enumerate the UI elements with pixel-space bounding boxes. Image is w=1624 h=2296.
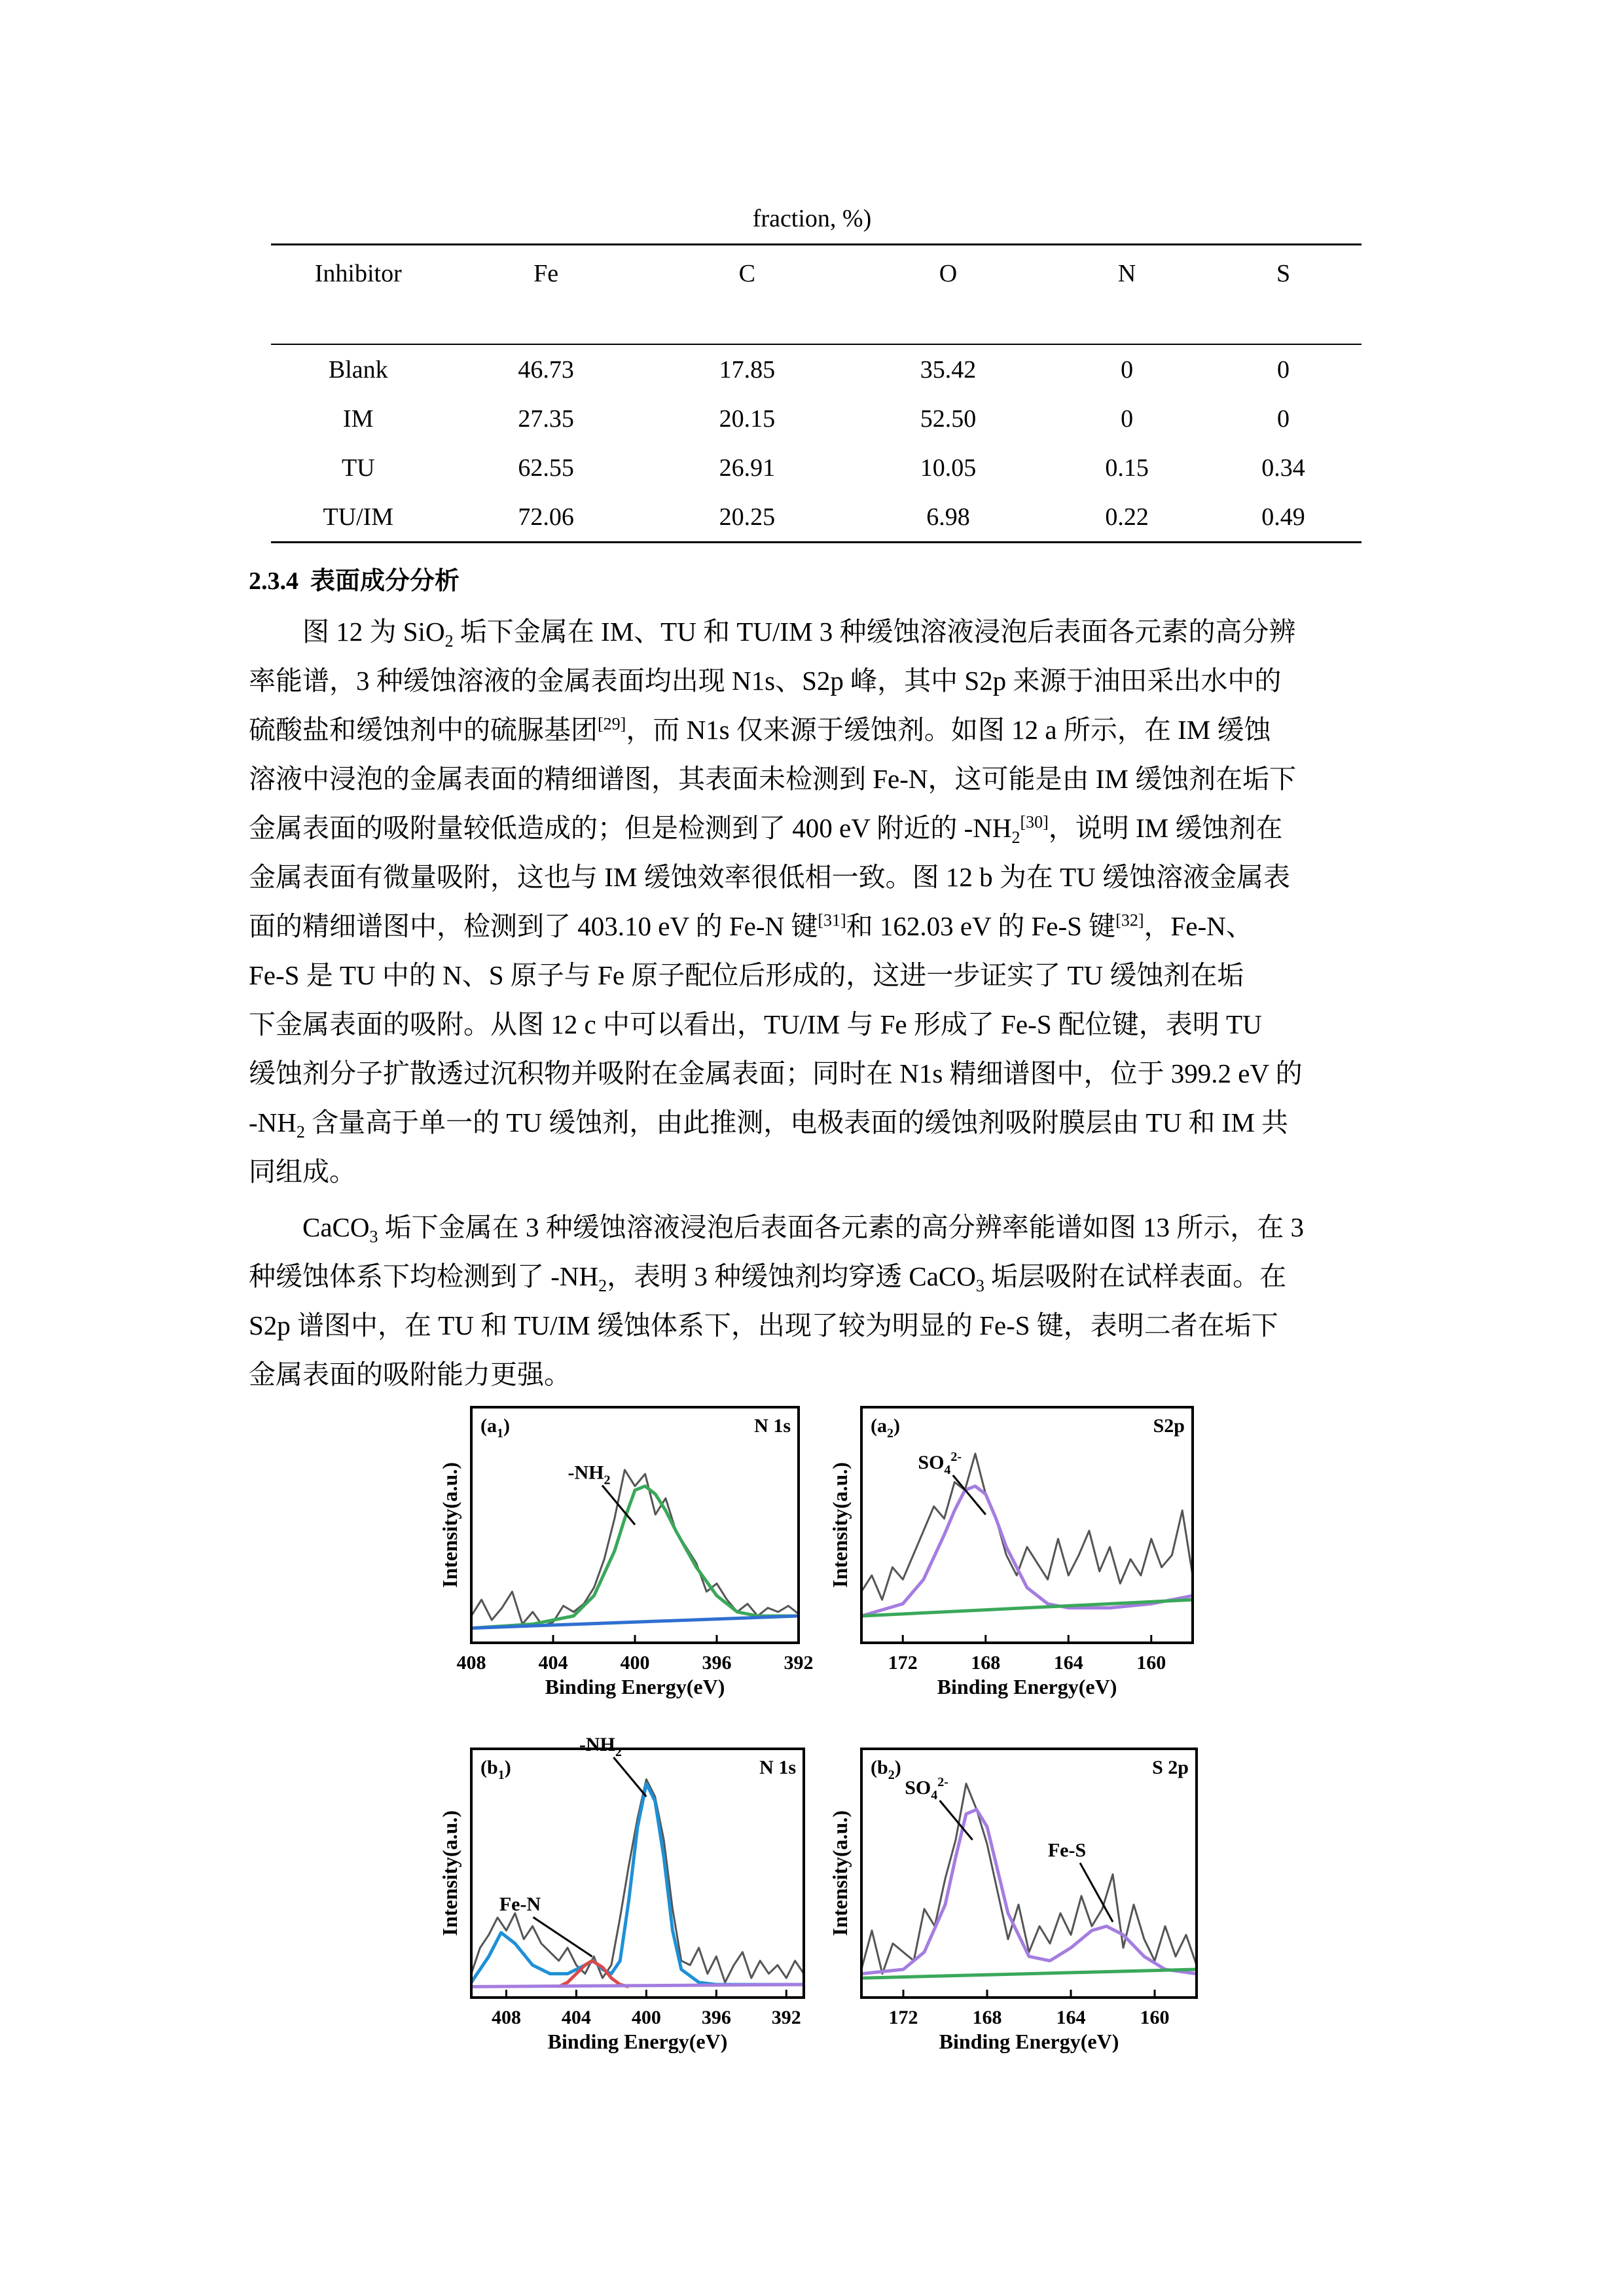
xps-panel-b2 (809, 1736, 1210, 2063)
text-line: 面的精细谱图中，检测到了 403.10 eV 的 Fe-N 键[31]和 162.03 eV 的 Fe-S 键[32]，Fe-N、 (249, 910, 1253, 941)
section-title: 表面成分分析 (310, 566, 460, 595)
text-line: 金属表面的吸附能力更强。 (249, 1359, 571, 1390)
fit-envelope-line (861, 1486, 1193, 1616)
text-line: CaCO$_3$ 垢下金属在 3 种缓蚀溶液浸泡后表面各元素的高分辨率能谱如图 13 所示，在 3 (302, 1212, 1304, 1247)
tick-label: 172 (888, 1652, 918, 1674)
panel-label: $(b_1)$ (480, 1757, 511, 1782)
text-line: 种缓蚀体系下均检测到了 $-NH_2$，表明 3 种缓蚀剂均穿透 CaCO$_3$ 垢层吸附在试样表面。在 (249, 1261, 1287, 1296)
peak-annotation: $SO_4^{2-}$ (918, 1450, 962, 1477)
annotation-arrow (533, 1917, 592, 1956)
cell: IM (343, 404, 374, 433)
peak-annotation: $-NH_2$ (568, 1462, 611, 1488)
text-line: 金属表面的吸附量较低造成的；但是检测到了 400 eV 附近的 $-NH_2[30]$，说明 IM 缓蚀剂在 (249, 812, 1283, 848)
tick-label: 164 (1056, 2007, 1086, 2028)
panel-label: $(a_2)$ (871, 1415, 900, 1441)
cell: 0 (1277, 355, 1290, 384)
cell: TU (341, 454, 375, 482)
peak-annotation: $-NH_2$ (579, 1734, 622, 1759)
cell: 0.15 (1105, 454, 1149, 482)
cell: 46.73 (518, 355, 574, 384)
y-axis-label: Intensity(a.u.) (438, 1810, 461, 1937)
cell: 20.25 (647, 492, 848, 543)
tick-label: 392 (771, 2007, 801, 2028)
section-number: 2.3.4 (249, 567, 298, 595)
y-axis-label: Intensity(a.u.) (828, 1810, 852, 1937)
xps-panel-a1 (419, 1394, 812, 1708)
header-inhibitor: Inhibitor (271, 245, 446, 302)
annotation-arrow (613, 1757, 646, 1797)
peak-annotation: $SO_4^{2-}$ (905, 1775, 948, 1803)
cell: 10.05 (920, 454, 977, 482)
text-line: 下金属表面的吸附。从图 12 c 中可以看出，TU/IM 与 Fe 形成了 Fe-S 配位键，表明 TU (249, 1009, 1262, 1039)
baseline-line (861, 1969, 1197, 1978)
cell: 26.91 (719, 454, 776, 482)
tick-label: 160 (1140, 2007, 1170, 2028)
header-n: N (1049, 245, 1205, 302)
x-axis-label: Binding Energy(eV) (547, 2030, 728, 2053)
cell: Blank (328, 355, 388, 384)
text-line: 硫酸盐和缓蚀剂中的硫脲基团[29]，而 N1s 仅来源于缓蚀剂。如图 12 a 所示，在 IM 缓蚀 (249, 714, 1271, 745)
table-row (271, 492, 1362, 543)
table-row (271, 394, 1362, 443)
text-line: Fe-S 是 TU 中的 N、S 原子与 Fe 原子配位后形成的，这进一步证实了 TU 缓蚀剂在垢 (249, 960, 1244, 990)
tick-label: 160 (1136, 1652, 1166, 1674)
tick-label: 396 (701, 2007, 731, 2028)
text-line: 图 12 为 SiO$_2$ 垢下金属在 IM、TU 和 TU/IM 3 种缓蚀溶液浸泡后表面各元素的高分辨 (302, 617, 1296, 651)
chart-svg (809, 1394, 1206, 1708)
header-o: O (848, 245, 1049, 302)
cell: 72.06 (446, 492, 647, 543)
cell: 20.15 (719, 404, 776, 433)
cell: 0.49 (1205, 492, 1362, 543)
cell: 0 (1121, 355, 1134, 384)
text-line: 同组成。 (249, 1157, 356, 1187)
y-axis-label: Intensity(a.u.) (828, 1462, 852, 1588)
cell: 62.55 (518, 454, 574, 482)
x-axis-label: Binding Energy(eV) (939, 2030, 1119, 2053)
cell: 27.35 (518, 404, 574, 433)
tick-label: 404 (538, 1652, 568, 1674)
tick-label: 408 (491, 2007, 521, 2028)
chart-title: S2p (1153, 1415, 1185, 1437)
xps-panel-b1 (419, 1736, 817, 2063)
tick-label: 168 (972, 2007, 1002, 2028)
table-row (271, 344, 1362, 394)
x-axis-label: Binding Energy(eV) (545, 1675, 725, 1698)
peak-annotation: Fe-N (499, 1893, 541, 1916)
tick-label: 400 (620, 1652, 650, 1674)
baseline-line (861, 1600, 1193, 1616)
cell: 52.50 (920, 404, 977, 433)
tick-label: 400 (631, 2007, 661, 2028)
chart-svg (419, 1394, 812, 1708)
table-row (271, 443, 1362, 492)
text-line: 率能谱，3 种缓蚀溶液的金属表面均出现 N1s、S2p 峰，其中 S2p 来源于油田采出水中的 (249, 666, 1282, 696)
text-line: 缓蚀剂分子扩散透过沉积物并吸附在金属表面；同时在 N1s 精细谱图中，位于 399.2 eV 的 (249, 1058, 1303, 1088)
cell: 35.42 (920, 355, 977, 384)
baseline-line (471, 1984, 804, 1986)
panel-label: $(b_2)$ (871, 1757, 901, 1782)
paragraph-1 (249, 607, 1376, 1196)
text-line: 金属表面有微量吸附，这也与 IM 缓蚀效率很低相一致。图 12 b 为在 TU 缓蚀溶液金属表 (249, 862, 1291, 892)
cell: 0.22 (1049, 492, 1205, 543)
cell: 0 (1277, 404, 1290, 433)
cell: 17.85 (719, 355, 776, 384)
tick-label: 408 (456, 1652, 486, 1674)
paragraph-2 (249, 1203, 1376, 1399)
panel-label: $(a_1)$ (480, 1415, 510, 1441)
chart-svg (419, 1736, 817, 2063)
cell: 0.34 (1261, 454, 1305, 482)
tick-label: 172 (888, 2007, 918, 2028)
y-axis-label: Intensity(a.u.) (438, 1462, 461, 1588)
chart-title: S 2p (1152, 1757, 1189, 1778)
tick-label: 396 (702, 1652, 732, 1674)
chart-title: N 1s (754, 1415, 791, 1437)
raw-spectrum-line (861, 1454, 1193, 1600)
header-fe: Fe (446, 245, 647, 302)
text-line: 溶液中浸泡的金属表面的精细谱图，其表面未检测到 Fe-N，这可能是由 IM 缓蚀剂在垢下 (249, 764, 1297, 794)
x-axis-label: Binding Energy(eV) (937, 1675, 1117, 1698)
cell: TU/IM (271, 492, 446, 543)
tick-label: 164 (1053, 1652, 1083, 1674)
composition-table (271, 243, 1362, 543)
peak-annotation: Fe-S (1047, 1839, 1087, 1861)
text-line: $-NH_2$ 含量高于单一的 TU 缓蚀剂，由此推测，电极表面的缓蚀剂吸附膜层由 TU 和 IM 共 (249, 1107, 1289, 1142)
header-s: S (1205, 245, 1362, 302)
tick-label: 392 (784, 1652, 814, 1674)
chart-svg (809, 1736, 1210, 2063)
tick-label: 168 (971, 1652, 1001, 1674)
section-heading (249, 560, 460, 596)
tick-label: 404 (561, 2007, 591, 2028)
cell: 6.98 (848, 492, 1049, 543)
cell: 0 (1121, 404, 1134, 433)
table-caption-tail: fraction, %) (752, 205, 872, 232)
xps-panel-a2 (809, 1394, 1206, 1708)
header-c: C (647, 245, 848, 302)
annotation-arrow (953, 1475, 986, 1515)
raw-spectrum-line (861, 1784, 1197, 1973)
text-line: S2p 谱图中，在 TU 和 TU/IM 缓蚀体系下，出现了较为明显的 Fe-S 键，表明二者在垢下 (249, 1310, 1278, 1340)
chart-title: N 1s (759, 1757, 796, 1778)
